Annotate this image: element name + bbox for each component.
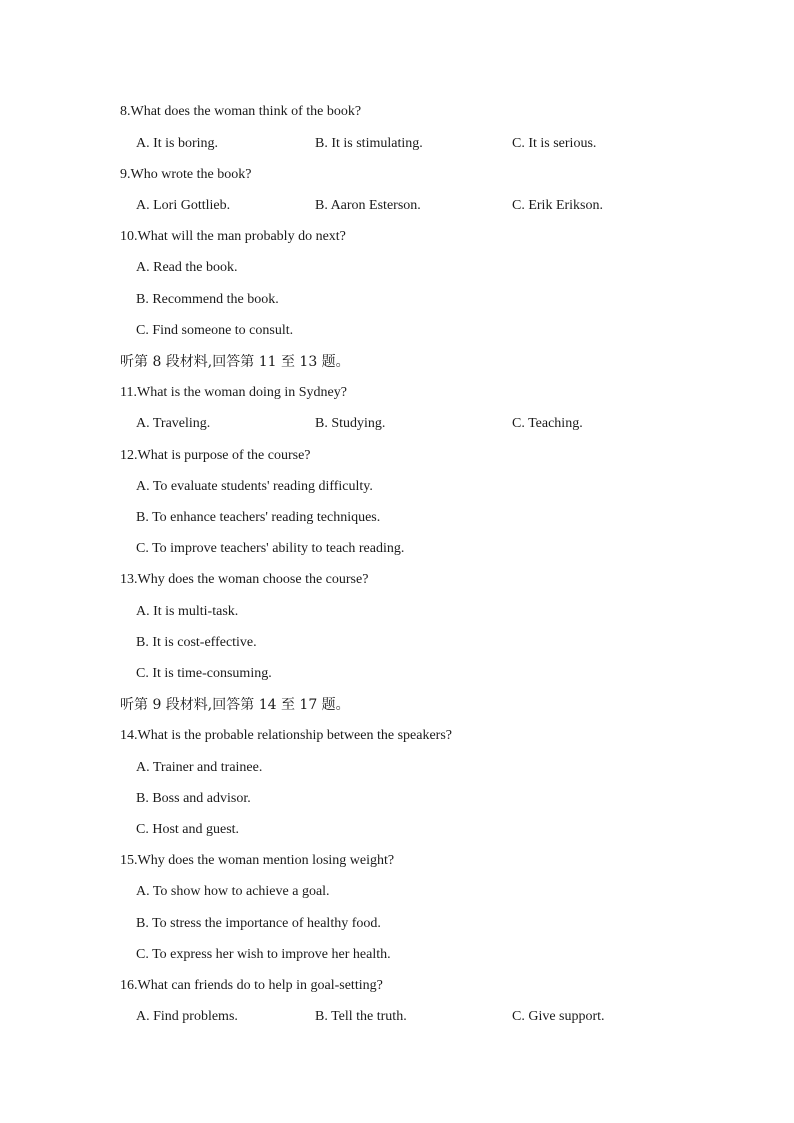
question-8-options [0,134,794,154]
question-14: 14.What is the probable relationship between the speakers? [120,728,452,743]
question-9-options [0,196,794,216]
option-a: A. Read the book. [136,260,238,275]
question-11-options [0,414,794,434]
option-c: C. It is serious. [512,136,597,151]
option-c: C. Teaching. [512,416,583,431]
option-c: C. To express her wish to improve her health. [136,947,391,962]
option-b: B. Recommend the book. [136,292,279,307]
option-a: A. Trainer and trainee. [136,760,263,775]
option-a: A. Find problems. [136,1009,238,1024]
question-8: 8.What does the woman think of the book? [120,104,362,119]
question-10: 10.What will the man probably do next? [120,229,346,244]
question-16-options [0,1007,794,1027]
option-b: B. Studying. [315,416,386,431]
question-16: 16.What can friends do to help in goal-setting? [120,978,383,993]
question-9: 9.Who wrote the book? [120,167,252,182]
option-a: A. It is multi-task. [136,604,239,619]
option-b: B. It is stimulating. [315,136,423,151]
option-b: B. Tell the truth. [315,1009,407,1024]
option-a: A. To show how to achieve a goal. [136,884,330,899]
option-c: C. It is time-consuming. [136,666,272,681]
question-12: 12.What is purpose of the course? [120,448,311,463]
question-13: 13.Why does the woman choose the course? [120,572,369,587]
section-heading-8: 听第 8 段材料,回答第 11 至 13 题。 [120,354,350,370]
option-c: C. To improve teachers' ability to teach reading. [136,541,405,556]
option-c: C. Give support. [512,1009,605,1024]
option-c: C. Host and guest. [136,822,240,837]
option-a: A. To evaluate students' reading difficulty. [136,479,373,494]
option-a: A. Lori Gottlieb. [136,198,231,213]
question-11: 11.What is the woman doing in Sydney? [120,385,347,400]
option-b: B. To enhance teachers' reading techniques. [136,510,381,525]
option-a: A. It is boring. [136,136,219,151]
option-a: A. Traveling. [136,416,211,431]
option-c: C. Erik Erikson. [512,198,603,213]
question-15: 15.Why does the woman mention losing weight? [120,853,395,868]
option-b: B. Boss and advisor. [136,791,251,806]
option-c: C. Find someone to consult. [136,323,294,338]
option-b: B. Aaron Esterson. [315,198,421,213]
option-b: B. To stress the importance of healthy food. [136,916,381,931]
option-b: B. It is cost-effective. [136,635,257,650]
section-heading-9: 听第 9 段材料,回答第 14 至 17 题。 [120,697,350,713]
